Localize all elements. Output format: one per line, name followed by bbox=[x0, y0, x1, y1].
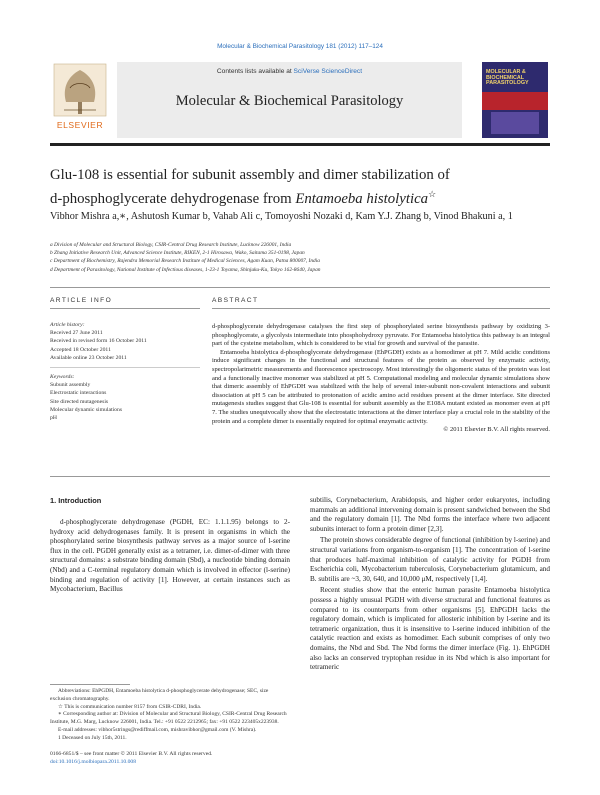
journal-reference[interactable]: Molecular & Biochemical Parasitology 181 (2012) 117–124 bbox=[217, 43, 383, 50]
keywords bbox=[50, 373, 200, 422]
cover-title: MOLECULAR & BIOCHEMICAL PARASITOLOGY bbox=[486, 69, 529, 87]
intro-right-column bbox=[310, 496, 550, 675]
cover-band bbox=[482, 92, 548, 110]
history-revised: Received in revised form 16 October 2011 bbox=[50, 338, 147, 345]
keyword-item: Site directed mutagenesis bbox=[50, 398, 109, 405]
publication-ids bbox=[50, 750, 350, 766]
journal-masthead bbox=[50, 62, 550, 138]
keywords-label: Keywords: bbox=[50, 374, 75, 380]
affiliation-c: c Department of Biochemistry, Rajendra Memorial Research Institute of Medical Sciences, Agam Kuan, Patna 800007, India bbox=[50, 258, 320, 265]
history-label: Article history: bbox=[50, 322, 85, 328]
sciverse-link[interactable]: SciVerse ScienceDirect bbox=[293, 68, 363, 75]
history-online: Available online 23 October 2011 bbox=[50, 354, 127, 361]
journal-name: Molecular & Biochemical Parasitology bbox=[175, 93, 404, 109]
history-rule bbox=[50, 367, 200, 368]
footnote-email[interactable]: E-mail addresses: vibhor5strings@rediffmail.com, mishravibhor@gmail.com (V. Mishra). bbox=[58, 726, 257, 733]
contents-prefix: Contents lists available at bbox=[216, 68, 294, 75]
abstract-paragraph-1: d-phosphoglycerate dehydrogenase catalyses the first step of phosphorylated serine biosynthesis pathway by oxidizing 3-phosphoglycerate, a glycolysis intermediate into phosphohydroxy pyruvate. For Entamoeba histolytica this pathway is an integral part of the cysteine metabolism, which is considered to be vital for growth and survival of the parasite. bbox=[212, 323, 550, 348]
keyword-item: Electrostatic interactions bbox=[50, 390, 107, 397]
affiliation-d: d Department of Parasitology, National Institute of Infectious diseases, 1-23-1 Toyama, Shinjuku-Ku, Tokyo 162-8640, Japan bbox=[50, 266, 321, 273]
article-history bbox=[50, 321, 200, 362]
title-species: Entamoeba histolytica bbox=[295, 190, 429, 207]
issn-line: 0166-6851/$ – see front matter © 2011 Elsevier B.V. All rights reserved. bbox=[50, 751, 213, 757]
cover-image bbox=[491, 112, 539, 134]
article-title bbox=[50, 166, 550, 209]
history-accepted: Accepted 18 October 2011 bbox=[50, 346, 111, 353]
affiliation-a: a Division of Molecular and Structural Biology, CSIR-Central Drug Research Institute, Lucknow 226001, India bbox=[50, 242, 292, 248]
publisher-name: ELSEVIER bbox=[56, 120, 104, 130]
divider-top bbox=[50, 287, 550, 288]
introduction-heading: 1. Introduction bbox=[50, 496, 102, 505]
keyword-item: Molecular dynamic simulations bbox=[50, 406, 123, 413]
intro-left-column bbox=[50, 518, 290, 597]
footnote-abbreviations: Abbreviations: EhPGDH, Entamoeba histolytica d-phosphoglycerate dehydrogenase; SEC, size exclusion chromatography. bbox=[50, 688, 269, 702]
footnotes bbox=[50, 688, 290, 743]
abstract-body bbox=[212, 323, 550, 435]
title-footnote-mark[interactable]: ☆ bbox=[428, 189, 437, 199]
intro-paragraph-4: Recent studies show that the enteric human parasite Entamoeba histolytica possess a highly unusual PGDH with diverse structural and functional features as compared to its counterparts from other organisms [5]. EhPGDH lacks the regulatory domain, which is implicated for allosteric inhibition by l-serine and its tetrameric organization, thus it is insensitive to l-serine induced inhibition of the catalytic reaction and exists as homodimer. Each subunit comprises of only two domains, the Nbd and Sbd. The Nbd forms the dimer interface (Fig. 1). EhPGDH also lacks an conserved tryptophan residue in its Nbd which is also important for tetrameric bbox=[310, 586, 550, 672]
footnote-corresponding: ∗ Corresponding author at: Division of Molecular and Structural Biology, CSIR-Central Drug Research Institute, M.G. Marg, Lucknow 226001, India. Tel.: +91 0522 2212965; fax: +91 0522 223405x223938. bbox=[50, 711, 287, 726]
intro-paragraph-3: The protein shows considerable degree of functional (inhibition by l-serine) and structural variations from organism-to-organism [1]. The concentration of l-serine that produces half-maximal inhibition of catalytic activity for PGDH from Escherichia coli, Mycobacterium tuberculosis, Corynebacterium glutamicum, and B. subtilis are ~3, 30, 640, and 10,000 μM, respectively [1,4]. bbox=[310, 536, 550, 583]
intro-paragraph-2: subtilis, Corynebacterium, Arabidopsis, and higher order eukaryotes, including mammals an additional intervening domain is present sandwiched between the Sbd and the regulatory domain [1]. The Nbd forms the interface where two adjacent subunits interact to form a protein dimer [2,3]. bbox=[310, 496, 550, 533]
footnote-communication: ☆ This is communication number 8157 from CSIR-CDRI, India. bbox=[58, 703, 202, 710]
history-received: Received 27 June 2011 bbox=[50, 330, 103, 337]
doi-link[interactable]: doi:10.1016/j.molbiopara.2011.10.008 bbox=[50, 759, 137, 765]
author-list: Vibhor Mishra a,∗, Ashutosh Kumar b, Vahab Ali c, Tomoyoshi Nozaki d, Kam Y.J. Zhang b, Vinod Bhakuni a, 1 bbox=[50, 211, 513, 222]
article-info-heading: ARTICLE INFO bbox=[50, 297, 113, 304]
journal-banner bbox=[117, 62, 462, 138]
title-part-2: d-phosphoglycerate dehydrogenase from bbox=[50, 190, 296, 207]
abstract-rule bbox=[212, 308, 550, 309]
affiliation-b: b Zhang Initiative Research Unit, Advanced Science Institute, RIKEN, 2-1 Hirosawa, Wako, Saitama 351-0198, Japan bbox=[50, 250, 305, 257]
footnote-deceased: 1 Deceased on July 15th, 2011. bbox=[58, 734, 127, 741]
journal-cover bbox=[482, 62, 548, 138]
intro-paragraph-1: d-phosphoglycerate dehydrogenase (PGDH, EC: 1.1.1.95) belongs to 2-hydroxy acid dehydrogenases family. It is present in organisms in which the phosphorylated serine biosynthesis pathway serves as a major source of l-serine flux in the cell. PGDH generally exist as a tetramer, i.e. dimer-of-dimer with three structural domains: a substrate binding domain (Sbd), a nucleotide binding domain (Nbd) and a C-terminal regulatory domain which is involved in effector (l-serine) binding and regulation of activity [1]. However, at certain instances such as Mycobacterium, Bacillus bbox=[50, 518, 290, 594]
divider-bottom bbox=[50, 476, 550, 477]
contents-line bbox=[117, 68, 462, 75]
masthead-rule bbox=[50, 143, 550, 146]
article-info-rule bbox=[50, 308, 200, 309]
affiliations bbox=[50, 241, 550, 274]
copyright-line: © 2011 Elsevier B.V. All rights reserved. bbox=[443, 426, 550, 434]
title-part-1: Glu-108 is essential for subunit assembly and dimer stabilization of bbox=[50, 167, 450, 183]
abstract-heading: ABSTRACT bbox=[212, 297, 259, 304]
abstract-paragraph-2: Entamoeba histolytica d-phosphoglycerate dehydrogenase (EhPGDH) exists as a homodimer at pH 7. Mild acidic conditions induce significant changes in the functional and structural features of the protein as observed by enzymatic activity, spectropolarimetric measurements and fluorescence spectroscopy. Most interestingly the oligomeric status of the protein was lost and a functionally inactive monomer was stabilized at pH 5. Computational modeling and molecular dynamic simulations show that dimeric assembly of EhPGDH was stabilized with the help of several inter-subunit non-covalent interactions and subunit dissociation at pH 5 can be attributed to protonation of acidic amino acid residues present at the dimer interface. Site directed mutagenesis studies suggest that Glu-108 is essential for subunit assembly as the E108A mutant existed as monomer even at pH 7. The studies unequivocally show that the electrostatic interactions at the dimer interface play a crucial role in the stability of the protein and a complete dimer is essentially required for optimal enzymatic activity. bbox=[212, 348, 550, 425]
keyword-item: pH bbox=[50, 415, 57, 422]
keyword-item: Subunit assembly bbox=[50, 382, 91, 389]
footnote-rule bbox=[50, 684, 130, 685]
